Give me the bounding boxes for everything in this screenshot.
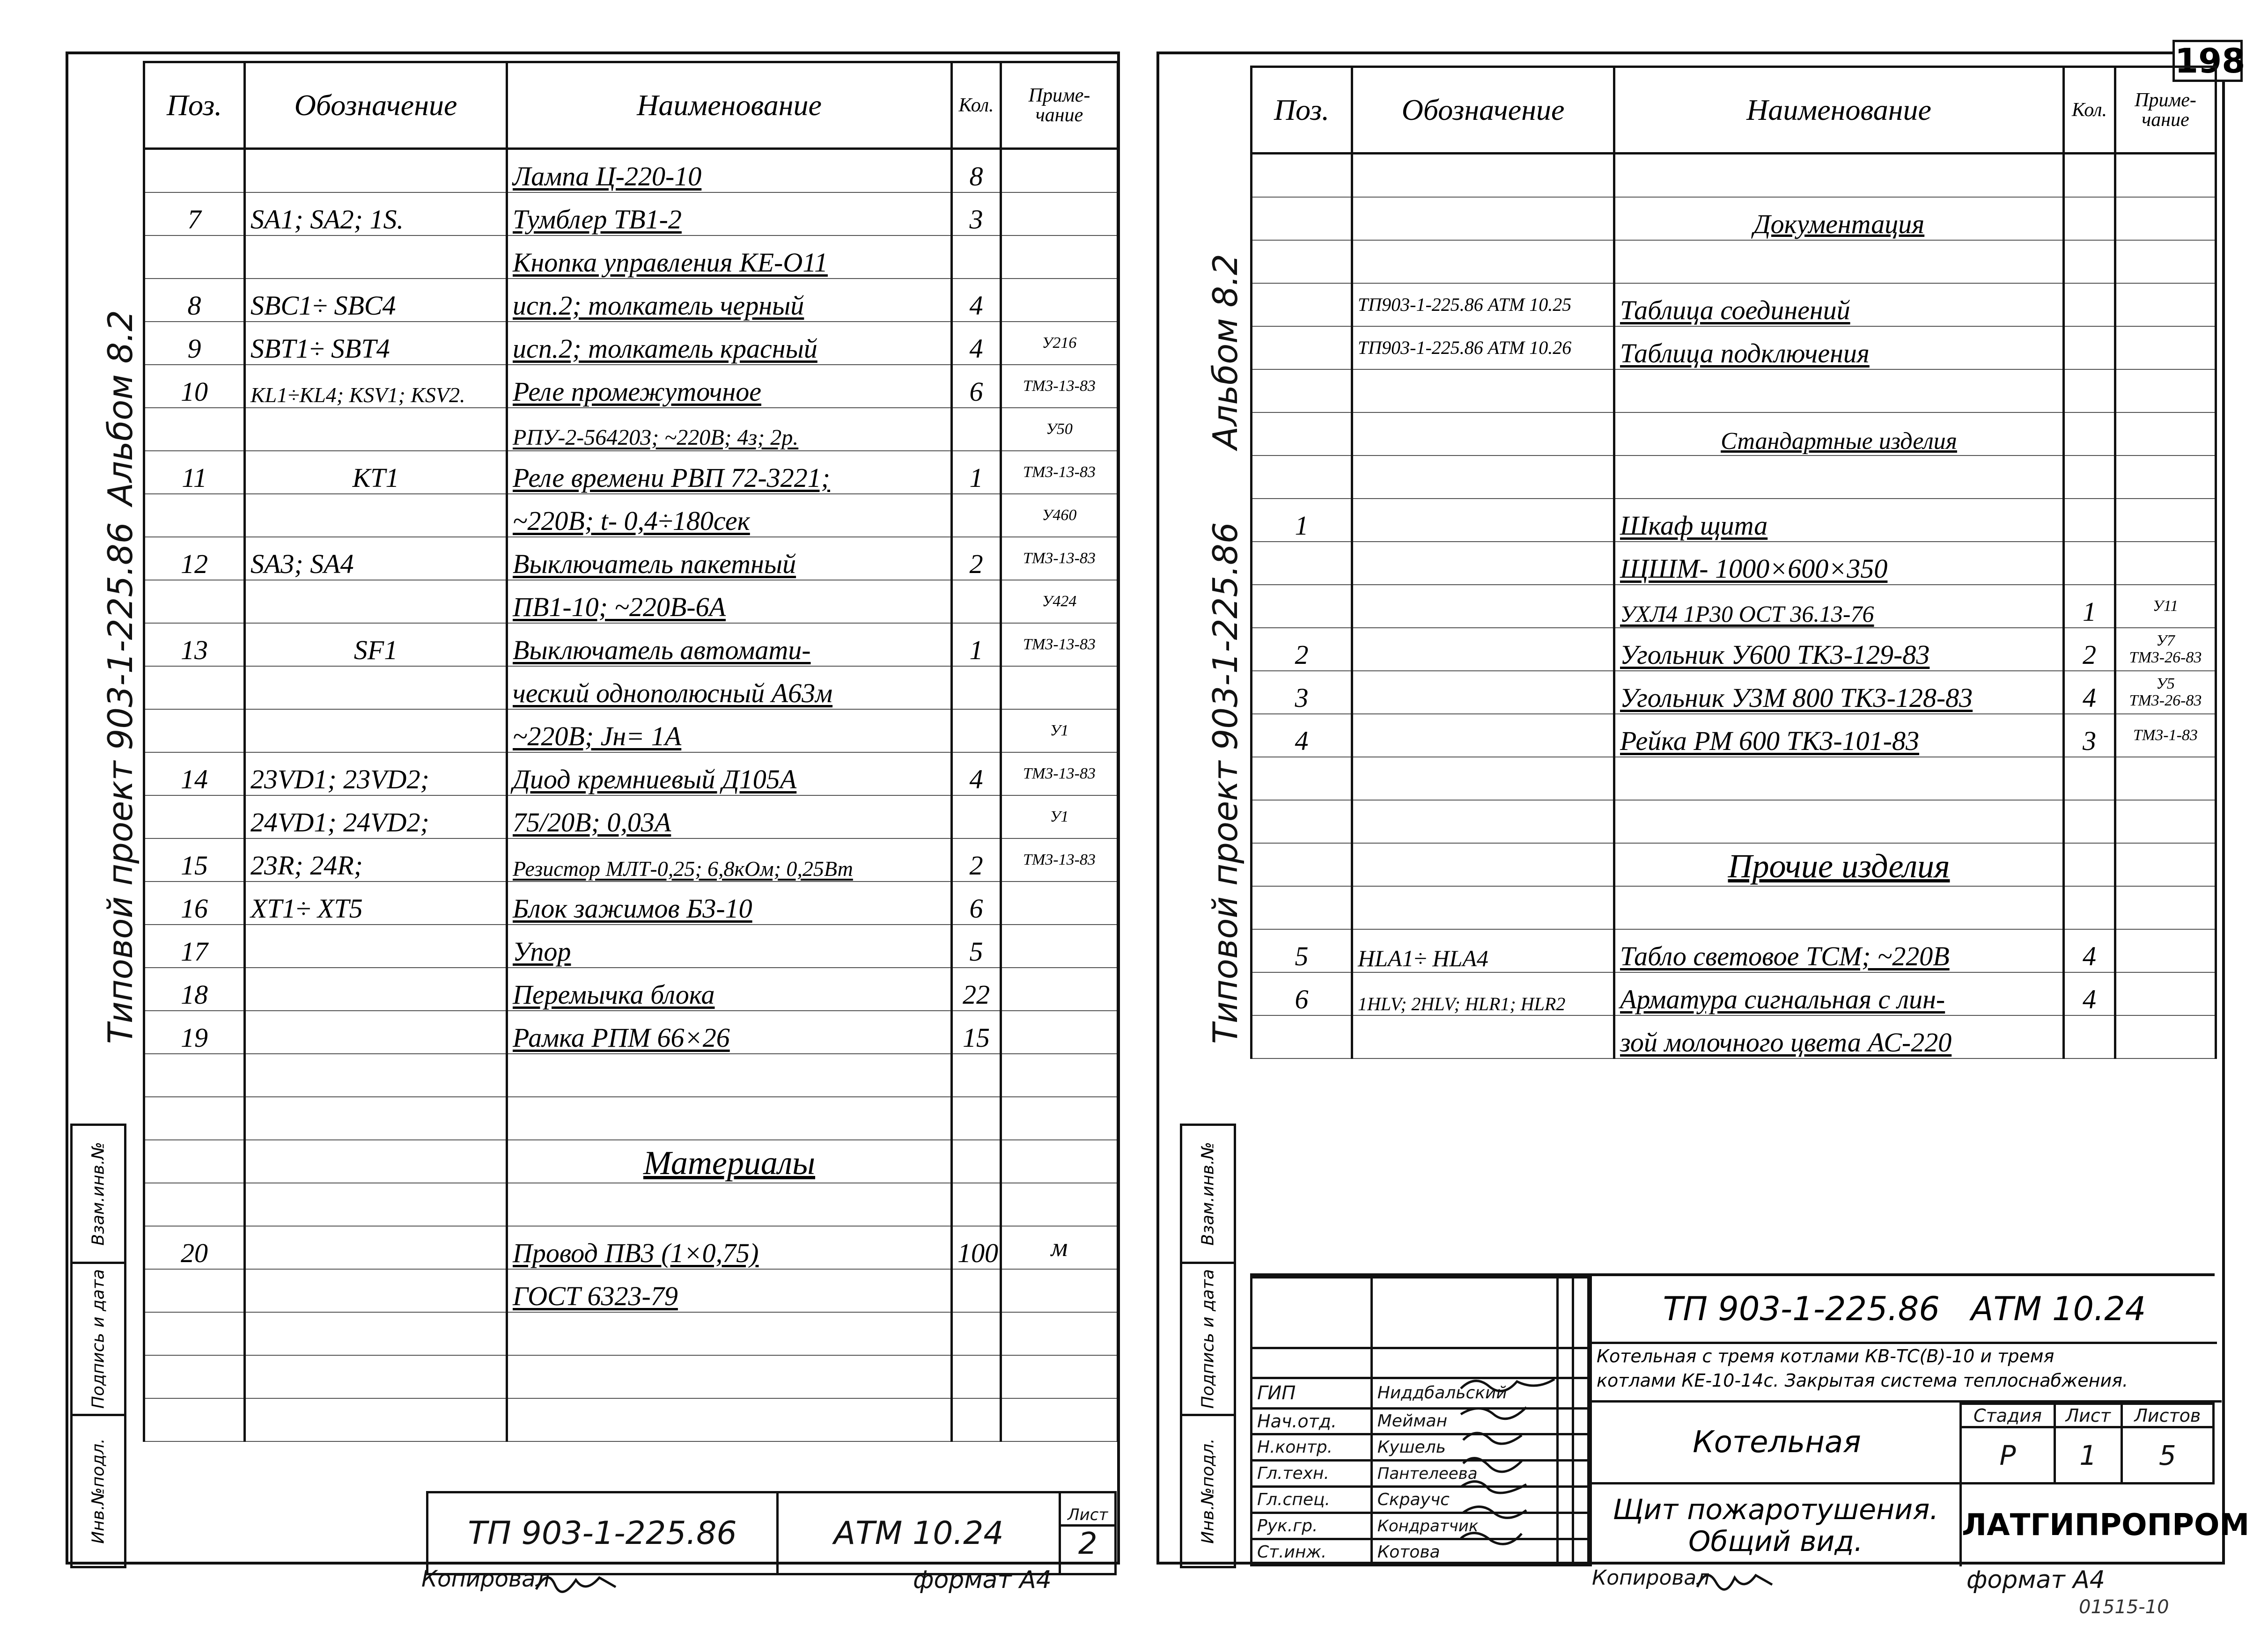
table-row bbox=[1252, 456, 2216, 499]
sheet-value: 1 bbox=[2054, 1427, 2121, 1484]
row-qty: 8 bbox=[952, 149, 1001, 193]
row-note: У424 bbox=[1001, 580, 1118, 623]
row-name: Таблица соединений bbox=[1614, 283, 2064, 326]
row-qty bbox=[952, 235, 1001, 279]
row-designation bbox=[245, 1269, 507, 1312]
row-pos bbox=[144, 580, 245, 623]
row-designation bbox=[245, 709, 507, 752]
other-items-heading: Прочие изделия bbox=[1614, 843, 2064, 886]
table-row bbox=[1252, 542, 2216, 585]
row-pos: 7 bbox=[144, 192, 245, 235]
row-designation: 1HLV; 2HLV; HLR1; HLR2 bbox=[1352, 972, 1614, 1015]
row-note bbox=[2115, 671, 2216, 714]
right-header-name: Наименование bbox=[1614, 67, 2064, 154]
row-pos: 5 bbox=[1252, 929, 1352, 972]
left-header-note: Приме-чание bbox=[1001, 62, 1118, 149]
row-qty: 15 bbox=[952, 1011, 1001, 1054]
table-row bbox=[144, 1054, 1118, 1097]
row-designation bbox=[245, 666, 507, 709]
row-note: м bbox=[1001, 1226, 1118, 1269]
table-row bbox=[144, 1011, 1118, 1054]
row-note: У216 bbox=[1001, 322, 1118, 365]
row-pos: 3 bbox=[1252, 671, 1352, 714]
table-row bbox=[144, 925, 1118, 968]
row-name: Выключатель автомати- bbox=[507, 623, 952, 666]
row-pos bbox=[1252, 1015, 1352, 1058]
table-row bbox=[1252, 154, 2216, 198]
standard-items-heading: Стандартные изделия bbox=[1614, 412, 2064, 456]
row-name: Табло световое ТСМ; ~220В bbox=[1614, 929, 2064, 972]
row-name: Реле промежуточное bbox=[507, 365, 952, 408]
table-row bbox=[1252, 283, 2216, 326]
row-name: Таблица подключения bbox=[1614, 326, 2064, 369]
row-qty: 4 bbox=[2064, 972, 2115, 1015]
row-name: Угольник У3М 800 ТК3-128-83 bbox=[1614, 671, 2064, 714]
row-note: У11 bbox=[2115, 585, 2216, 628]
row-pos bbox=[144, 494, 245, 537]
table-row bbox=[144, 1398, 1118, 1441]
materials-heading: Материалы bbox=[507, 1140, 952, 1183]
row-name: Перемычка блока bbox=[507, 968, 952, 1011]
row-qty bbox=[2064, 1015, 2115, 1058]
role-name: Мейман bbox=[1371, 1408, 1557, 1434]
row-pos: 9 bbox=[144, 322, 245, 365]
row-designation: HLA1÷ HLA4 bbox=[1352, 929, 1614, 972]
right-format: формат А4 bbox=[1966, 1566, 2105, 1594]
row-qty: 3 bbox=[952, 192, 1001, 235]
table-row bbox=[144, 1312, 1118, 1355]
stage-label: Стадия bbox=[1961, 1404, 2055, 1427]
table-row bbox=[144, 580, 1118, 623]
row-name: Выключатель пакетный bbox=[507, 537, 952, 580]
row-note: ТМ3-13-83 bbox=[1001, 752, 1118, 795]
role-name: Скраучс bbox=[1371, 1487, 1557, 1513]
right-header-designation: Обозначение bbox=[1352, 67, 1614, 154]
row-qty: 100 bbox=[952, 1226, 1001, 1269]
table-row bbox=[1252, 326, 2216, 369]
table-row bbox=[144, 1183, 1118, 1226]
bottom-number: 01515-10 bbox=[2079, 1596, 2169, 1618]
stamp-title-line2: Общий вид. bbox=[1688, 1525, 1863, 1558]
left-inv-sub-label: Взам.инв.№ bbox=[88, 1142, 108, 1246]
left-copied-by: Копировал bbox=[421, 1566, 550, 1592]
table-row bbox=[144, 408, 1118, 451]
row-qty: 1 bbox=[952, 451, 1001, 494]
role: Нач.отд. bbox=[1252, 1408, 1372, 1434]
left-header-row bbox=[144, 62, 1118, 149]
row-qty: 3 bbox=[2064, 714, 2115, 757]
role: Гл.спец. bbox=[1252, 1487, 1372, 1513]
row-note: ТМ3-13-83 bbox=[1001, 623, 1118, 666]
row-note: ТМ3-13-83 bbox=[1001, 838, 1118, 882]
row-pos: 19 bbox=[144, 1011, 245, 1054]
row-pos bbox=[144, 1269, 245, 1312]
stamp-org-cell bbox=[1959, 1484, 2250, 1566]
right-header-note: Приме-чание bbox=[2115, 67, 2216, 154]
row-name: ~220В; t- 0,4÷180сек bbox=[507, 494, 952, 537]
row-designation bbox=[1352, 1015, 1614, 1058]
left-format: формат А4 bbox=[913, 1566, 1052, 1594]
row-pos: 2 bbox=[1252, 628, 1352, 671]
row-qty: 5 bbox=[952, 925, 1001, 968]
row-pos: 1 bbox=[1252, 499, 1352, 542]
table-row bbox=[1252, 886, 2216, 929]
table-row bbox=[144, 494, 1118, 537]
role-name: Ниддбальский bbox=[1371, 1378, 1557, 1409]
signatures bbox=[1456, 1370, 1559, 1557]
table-row bbox=[144, 1355, 1118, 1398]
role-name: Кушель bbox=[1371, 1434, 1557, 1461]
table-row bbox=[144, 537, 1118, 580]
row-designation: SBT1÷ SBT4 bbox=[245, 322, 507, 365]
row-note: ТМ3-1-83 bbox=[2115, 714, 2216, 757]
row-pos: 12 bbox=[144, 537, 245, 580]
row-note bbox=[1001, 882, 1118, 925]
row-qty: 6 bbox=[952, 365, 1001, 408]
row-pos bbox=[144, 408, 245, 451]
row-name: исп.2; толкатель черный bbox=[507, 279, 952, 322]
row-note: У1 bbox=[1001, 795, 1118, 838]
documentation-heading: Документация bbox=[1614, 197, 2064, 240]
row-qty bbox=[952, 580, 1001, 623]
stamp-doc: АТМ 10.24 bbox=[1971, 1290, 2146, 1328]
table-row bbox=[144, 149, 1118, 193]
table-row bbox=[144, 322, 1118, 365]
table-row bbox=[144, 235, 1118, 279]
row-pos: 14 bbox=[144, 752, 245, 795]
section-row bbox=[144, 1140, 1118, 1183]
row-qty: 1 bbox=[952, 623, 1001, 666]
row-note: ТМ3-13-83 bbox=[1001, 451, 1118, 494]
table-row bbox=[144, 279, 1118, 322]
table-row bbox=[1252, 1015, 2216, 1058]
row-note bbox=[2115, 1015, 2216, 1058]
left-stamp-sheet-label: Лист bbox=[1061, 1506, 1114, 1527]
row-name: Лампа Ц-220-10 bbox=[507, 149, 952, 193]
row-note: ТМ3-13-83 bbox=[1001, 365, 1118, 408]
stamp-object-cell bbox=[1590, 1344, 2222, 1403]
row-name: Рейка РМ 600 ТК3-101-83 bbox=[1614, 714, 2064, 757]
row-note bbox=[1001, 192, 1118, 235]
right-side-strip bbox=[1180, 1124, 1236, 1568]
row-qty: 4 bbox=[2064, 671, 2115, 714]
row-note: У460 bbox=[1001, 494, 1118, 537]
right-header-qty: Кол. bbox=[2064, 67, 2115, 154]
row-designation bbox=[1352, 585, 1614, 628]
table-row bbox=[144, 623, 1118, 666]
row-pos bbox=[144, 235, 245, 279]
row-designation: 23VD1; 23VD2; bbox=[245, 752, 507, 795]
table-row bbox=[1252, 499, 2216, 542]
right-title-block bbox=[1250, 1273, 2250, 1566]
note-lower: ТМ3-26-83 bbox=[2129, 692, 2202, 709]
table-row bbox=[144, 709, 1118, 752]
stamp-object-line1: Котельная с тремя котлами КВ-ТС(В)-10 и тремя bbox=[1597, 1346, 2054, 1367]
row-qty: 6 bbox=[952, 882, 1001, 925]
left-stamp-sheet-no: 2 bbox=[1078, 1526, 1097, 1561]
row-qty: 4 bbox=[952, 279, 1001, 322]
left-stamp bbox=[426, 1491, 1117, 1575]
role-name: Кондратчик bbox=[1371, 1513, 1557, 1539]
table-row bbox=[1252, 671, 2216, 714]
table-row bbox=[1252, 800, 2216, 843]
role: Гл.техн. bbox=[1252, 1461, 1372, 1487]
role: ГИП bbox=[1252, 1378, 1372, 1409]
row-pos bbox=[144, 709, 245, 752]
row-designation bbox=[245, 408, 507, 451]
stamp-title-line1: Щит пожаротушения. bbox=[1613, 1493, 1939, 1526]
table-row bbox=[1252, 585, 2216, 628]
left-header-pos: Поз. bbox=[144, 62, 245, 149]
row-pos: 10 bbox=[144, 365, 245, 408]
row-qty bbox=[2064, 499, 2115, 542]
stamp-building-cell bbox=[1590, 1403, 1962, 1484]
row-designation bbox=[245, 235, 507, 279]
row-pos: 11 bbox=[144, 451, 245, 494]
left-spec-table bbox=[143, 61, 1119, 1442]
row-designation bbox=[245, 149, 507, 193]
row-pos: 13 bbox=[144, 623, 245, 666]
row-qty bbox=[2064, 542, 2115, 585]
row-qty: 4 bbox=[2064, 929, 2115, 972]
row-qty bbox=[952, 795, 1001, 838]
row-note bbox=[1001, 1011, 1118, 1054]
row-qty: 1 bbox=[2064, 585, 2115, 628]
left-stamp-code: ТП 903-1-225.86 bbox=[427, 1492, 778, 1574]
row-qty: 4 bbox=[952, 322, 1001, 365]
table-row bbox=[144, 795, 1118, 838]
row-name: РПУ-2-564203; ~220В; 4з; 2р. bbox=[507, 408, 952, 451]
stamp-code-cell bbox=[1590, 1276, 2217, 1344]
table-row bbox=[1252, 369, 2216, 412]
row-qty bbox=[952, 408, 1001, 451]
row-note: У50 bbox=[1001, 408, 1118, 451]
row-qty bbox=[952, 494, 1001, 537]
row-name: Шкаф щита bbox=[1614, 499, 2064, 542]
table-row bbox=[144, 666, 1118, 709]
table-row bbox=[144, 1097, 1118, 1140]
sheet-label: Лист bbox=[2054, 1404, 2121, 1427]
right-album-label: Альбом 8.2 bbox=[1206, 254, 1245, 449]
row-designation bbox=[1352, 499, 1614, 542]
row-qty: 2 bbox=[2064, 628, 2115, 671]
row-qty: 22 bbox=[952, 968, 1001, 1011]
row-pos: 16 bbox=[144, 882, 245, 925]
row-designation: SBC1÷ SBC4 bbox=[245, 279, 507, 322]
row-qty: 2 bbox=[952, 838, 1001, 882]
note-upper: У7 bbox=[2156, 632, 2175, 649]
row-name: УХЛ4 1Р30 ОСТ 36.13-76 bbox=[1614, 585, 2064, 628]
row-designation: SA3; SA4 bbox=[245, 537, 507, 580]
row-note bbox=[2115, 628, 2216, 671]
table-row bbox=[144, 752, 1118, 795]
row-qty bbox=[952, 709, 1001, 752]
row-note bbox=[1001, 666, 1118, 709]
left-sign-date-label: Подпись и дата bbox=[88, 1269, 108, 1409]
note-upper: У5 bbox=[2156, 675, 2175, 692]
row-designation: XT1÷ XT5 bbox=[245, 882, 507, 925]
right-copied-by: Копировал bbox=[1592, 1566, 1710, 1590]
row-name: Арматура сигнальная с лин- bbox=[1614, 972, 2064, 1015]
row-designation: КТ1 bbox=[245, 451, 507, 494]
row-note bbox=[2115, 542, 2216, 585]
row-designation bbox=[245, 580, 507, 623]
row-designation bbox=[245, 1011, 507, 1054]
section-row bbox=[1252, 843, 2216, 886]
row-pos: 4 bbox=[1252, 714, 1352, 757]
left-header-designation: Обозначение bbox=[245, 62, 507, 149]
row-name: ~220В; Jн= 1А bbox=[507, 709, 952, 752]
row-pos: 6 bbox=[1252, 972, 1352, 1015]
row-pos: 18 bbox=[144, 968, 245, 1011]
row-name: ческий однополюсный А63м bbox=[507, 666, 952, 709]
left-header-name: Наименование bbox=[507, 62, 952, 149]
row-designation bbox=[1352, 542, 1614, 585]
row-pos bbox=[144, 149, 245, 193]
section-row bbox=[1252, 197, 2216, 240]
row-qty bbox=[952, 666, 1001, 709]
row-name: Упор bbox=[507, 925, 952, 968]
table-row bbox=[1252, 929, 2216, 972]
stamp-org: ЛАТГИПРОПРОМ bbox=[1962, 1508, 2250, 1543]
row-name: Провод ПВ3 (1×0,75) bbox=[507, 1226, 952, 1269]
left-side-strip bbox=[70, 1124, 126, 1568]
row-pos: 15 bbox=[144, 838, 245, 882]
left-album-label: Альбом 8.2 bbox=[101, 310, 140, 506]
row-name: ГОСТ 6323-79 bbox=[507, 1269, 952, 1312]
table-row bbox=[1252, 240, 2216, 283]
right-project-label: Типовой проект 903-1-225.86 bbox=[1206, 522, 1245, 1044]
row-note bbox=[1001, 149, 1118, 193]
row-note bbox=[2115, 499, 2216, 542]
row-name: Рамка РПМ 66×26 bbox=[507, 1011, 952, 1054]
left-copier-signature bbox=[534, 1566, 618, 1599]
row-name: Угольник У600 ТК3-129-83 bbox=[1614, 628, 2064, 671]
stage-table bbox=[1959, 1403, 2215, 1484]
table-row bbox=[144, 1226, 1118, 1269]
role: Рук.гр. bbox=[1252, 1513, 1372, 1539]
table-row bbox=[1252, 972, 2216, 1015]
row-note bbox=[1001, 1269, 1118, 1312]
row-designation: SF1 bbox=[245, 623, 507, 666]
row-designation: ТП903-1-225.86 АТМ 10.26 bbox=[1352, 326, 1614, 369]
row-note: ТМ3-13-83 bbox=[1001, 537, 1118, 580]
table-row bbox=[144, 968, 1118, 1011]
row-pos bbox=[144, 795, 245, 838]
stamp-object-line2: котлами КЕ-10-14с. Закрытая система теплоснабжения. bbox=[1597, 1370, 2128, 1391]
row-name: Кнопка управления КЕ-О11 bbox=[507, 235, 952, 279]
row-designation: ТП903-1-225.86 АТМ 10.25 bbox=[1352, 283, 1614, 326]
right-inv-sub-label: Взам.инв.№ bbox=[1198, 1142, 1218, 1246]
right-inv-orig-label: Инв.№подл. bbox=[1198, 1438, 1218, 1544]
row-name: Диод кремниевый Д105А bbox=[507, 752, 952, 795]
row-pos: 20 bbox=[144, 1226, 245, 1269]
row-note: У1 bbox=[1001, 709, 1118, 752]
table-row bbox=[144, 1269, 1118, 1312]
row-designation: 24VD1; 24VD2; bbox=[245, 795, 507, 838]
right-copier-signature bbox=[1695, 1564, 1775, 1596]
row-pos: 17 bbox=[144, 925, 245, 968]
row-designation: KL1÷KL4; KSV1; KSV2. bbox=[245, 365, 507, 408]
role: Ст.инж. bbox=[1252, 1539, 1372, 1565]
left-stamp-sheet bbox=[1060, 1492, 1116, 1574]
row-note bbox=[1001, 925, 1118, 968]
role-name: Пантелеева bbox=[1371, 1461, 1557, 1487]
row-name: зой молочного цвета АС-220 bbox=[1614, 1015, 2064, 1058]
table-row bbox=[1252, 628, 2216, 671]
section-row bbox=[1252, 412, 2216, 456]
table-row bbox=[1252, 714, 2216, 757]
stamp-code: ТП 903-1-225.86 bbox=[1663, 1290, 1940, 1328]
row-pos: 8 bbox=[144, 279, 245, 322]
row-name: исп.2; толкатель красный bbox=[507, 322, 952, 365]
left-project-label: Типовой проект 903-1-225.86 bbox=[101, 522, 140, 1044]
sheets-label: Листов bbox=[2121, 1404, 2213, 1427]
corner-sheet-number: 198 bbox=[2172, 40, 2243, 82]
row-pos bbox=[1252, 542, 1352, 585]
sheets-value: 5 bbox=[2121, 1427, 2213, 1484]
row-pos bbox=[1252, 585, 1352, 628]
right-sign-date-label: Подпись и дата bbox=[1198, 1269, 1218, 1409]
left-inv-orig-label: Инв.№подл. bbox=[88, 1438, 108, 1544]
row-note bbox=[1001, 968, 1118, 1011]
row-name: Резистор МЛТ-0,25; 6,8кОм; 0,25Вт bbox=[507, 838, 952, 882]
row-note bbox=[2115, 929, 2216, 972]
note-lower: ТМ3-26-83 bbox=[2129, 649, 2202, 666]
row-name: Тумблер ТВ1-2 bbox=[507, 192, 952, 235]
row-designation bbox=[1352, 628, 1614, 671]
row-name: ПВ1-10; ~220В-6А bbox=[507, 580, 952, 623]
row-designation bbox=[1352, 714, 1614, 757]
table-row bbox=[144, 192, 1118, 235]
row-qty: 2 bbox=[952, 537, 1001, 580]
table-row bbox=[144, 838, 1118, 882]
left-stamp-doc: АТМ 10.24 bbox=[777, 1492, 1060, 1574]
right-spec-table bbox=[1250, 66, 2217, 1059]
table-row bbox=[144, 882, 1118, 925]
row-designation: 23R; 24R; bbox=[245, 838, 507, 882]
stamp-building: Котельная bbox=[1693, 1425, 1861, 1460]
row-designation: SA1; SA2; 1S. bbox=[245, 192, 507, 235]
table-row bbox=[1252, 757, 2216, 800]
row-designation bbox=[245, 1226, 507, 1269]
row-name: Блок зажимов Б3-10 bbox=[507, 882, 952, 925]
table-row bbox=[144, 365, 1118, 408]
row-designation bbox=[245, 925, 507, 968]
stamp-title-cell bbox=[1590, 1484, 1959, 1566]
stage-value: Р bbox=[1961, 1427, 2055, 1484]
row-note bbox=[1001, 279, 1118, 322]
row-pos bbox=[144, 666, 245, 709]
right-header-row bbox=[1252, 67, 2216, 154]
right-header-pos: Поз. bbox=[1252, 67, 1352, 154]
row-qty bbox=[952, 1269, 1001, 1312]
row-designation bbox=[1352, 671, 1614, 714]
table-row bbox=[144, 451, 1118, 494]
row-name: 75/20В; 0,03А bbox=[507, 795, 952, 838]
row-name: Реле времени РВП 72-3221; bbox=[507, 451, 952, 494]
row-designation bbox=[245, 494, 507, 537]
role: Н.контр. bbox=[1252, 1434, 1372, 1461]
row-name: ЩШМ- 1000×600×350 bbox=[1614, 542, 2064, 585]
row-designation bbox=[245, 968, 507, 1011]
row-qty: 4 bbox=[952, 752, 1001, 795]
left-header-qty: Кол. bbox=[952, 62, 1001, 149]
role-name: Котова bbox=[1371, 1539, 1557, 1565]
row-note bbox=[1001, 235, 1118, 279]
row-note bbox=[2115, 972, 2216, 1015]
